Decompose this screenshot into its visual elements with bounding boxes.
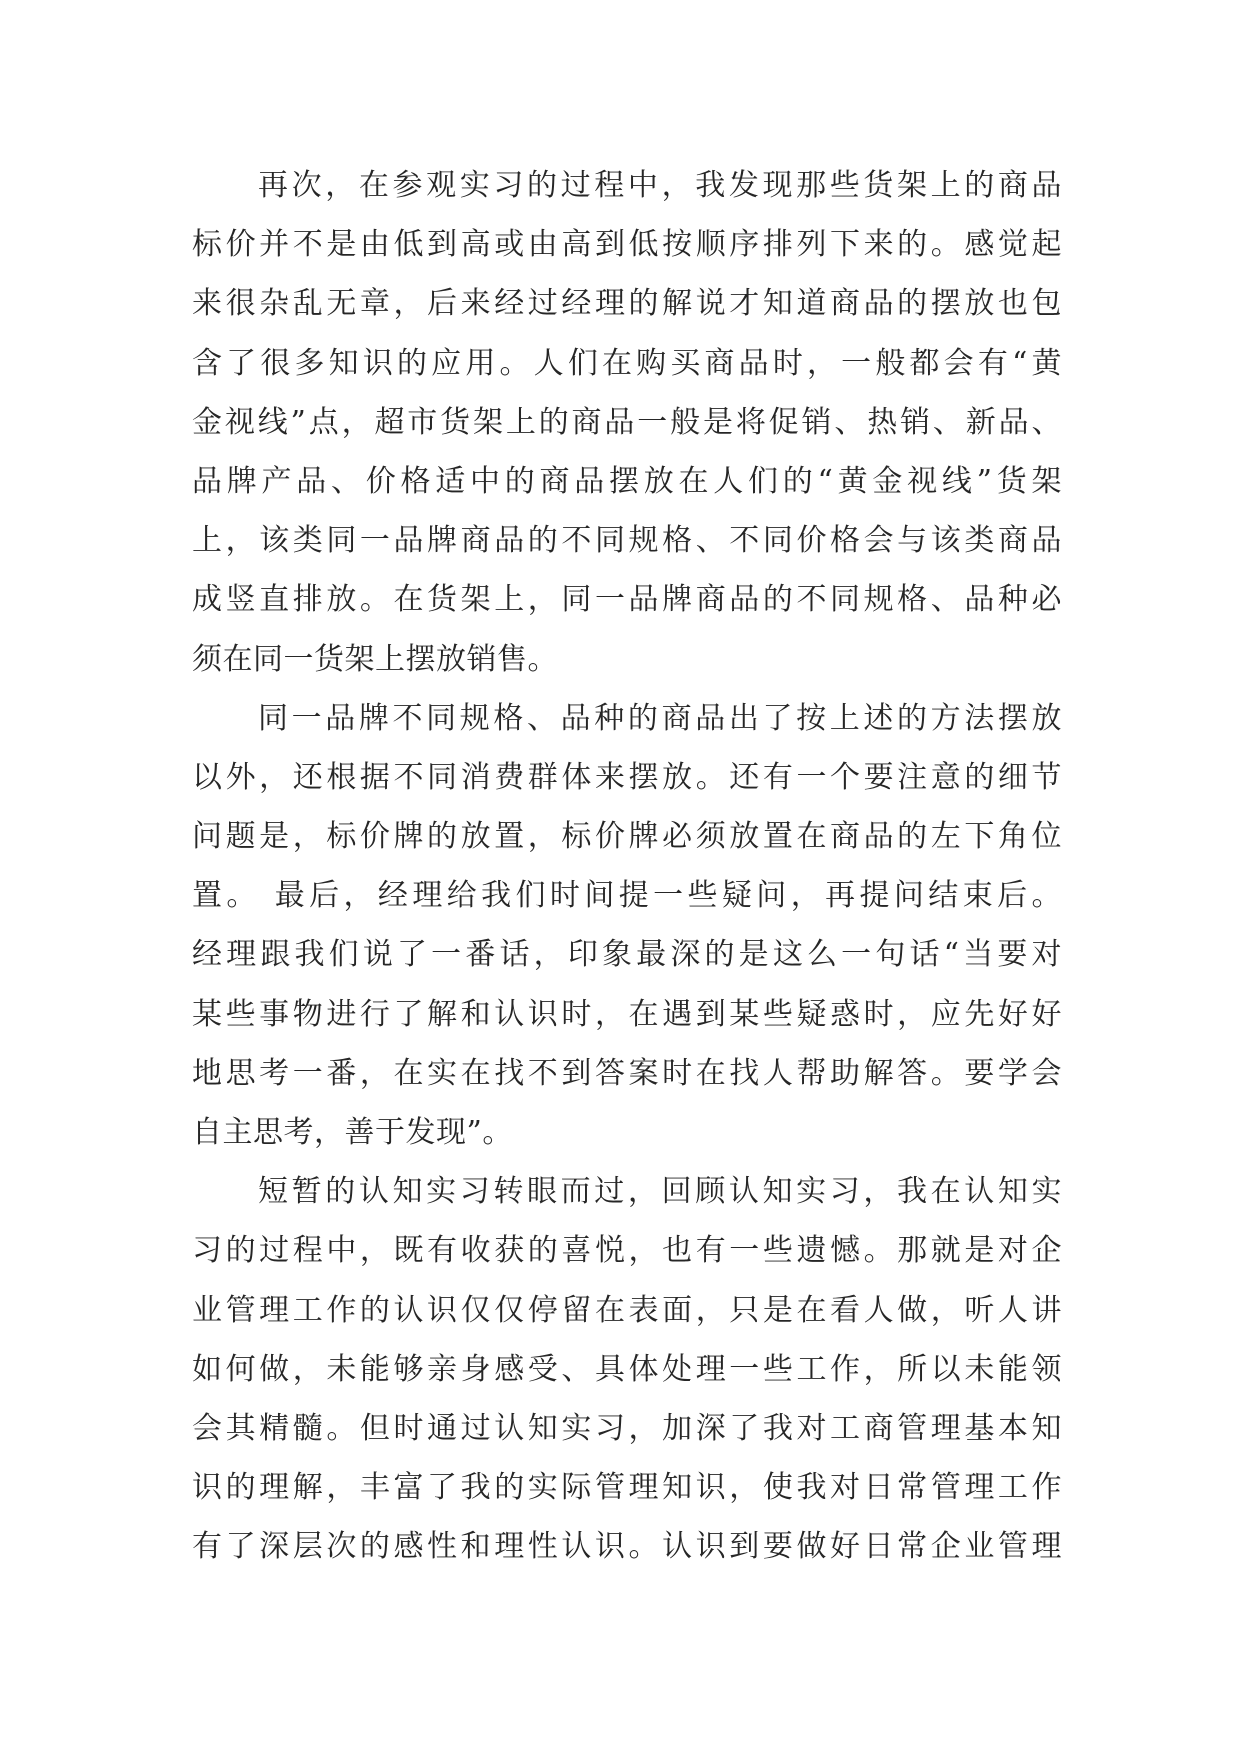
text-line: 问题是，标价牌的放置，标价牌必须放置在商品的左下角位 — [192, 819, 1062, 855]
text-line: 须在同一货架上摆放销售。 — [192, 641, 558, 677]
text-line: 同一品牌不同规格、品种的商品出了按上述的方法摆放 — [258, 700, 1062, 736]
text-line: 成竖直排放。在货架上，同一品牌商品的不同规格、品种必 — [192, 582, 1062, 618]
text-line: 地思考一番，在实在找不到答案时在找人帮助解答。要学会 — [192, 1055, 1062, 1091]
text-line: 金视线”点，超市货架上的商品一般是将促销、热销、新品、 — [192, 404, 1062, 440]
text-line: 经理跟我们说了一番话，印象最深的是这么一句话“当要对 — [192, 937, 1062, 973]
text-line: 标价并不是由低到高或由高到低按顺序排列下来的。感觉起 — [192, 227, 1062, 263]
text-line: 某些事物进行了解和认识时，在遇到某些疑惑时，应先好好 — [192, 996, 1062, 1032]
text-line: 自主思考，善于发现”。 — [192, 1115, 513, 1150]
text-line: 以外，还根据不同消费群体来摆放。还有一个要注意的细节 — [192, 759, 1062, 795]
text-line: 置。 最后，经理给我们时间提一些疑问，再提问结束后。 — [192, 878, 1062, 914]
text-line: 会其精髓。但时通过认知实习，加深了我对工商管理基本知 — [192, 1410, 1062, 1446]
text-line: 习的过程中，既有收获的喜悦，也有一些遗憾。那就是对企 — [192, 1233, 1062, 1269]
body-text — [192, 156, 1062, 1577]
text-line: 含了很多知识的应用。人们在购买商品时，一般都会有“黄 — [192, 345, 1062, 381]
text-line: 来很杂乱无章，后来经过经理的解说才知道商品的摆放也包 — [192, 286, 1062, 322]
text-line: 有了深层次的感性和理性认识。认识到要做好日常企业管理 — [192, 1529, 1062, 1565]
text-line: 如何做，未能够亲身感受、具体处理一些工作，所以未能领 — [192, 1351, 1062, 1387]
text-line: 业管理工作的认识仅仅停留在表面，只是在看人做，听人讲 — [192, 1292, 1062, 1328]
text-line: 品牌产品、价格适中的商品摆放在人们的“黄金视线”货架 — [192, 463, 1062, 499]
text-line: 再次，在参观实习的过程中，我发现那些货架上的商品 — [258, 168, 1062, 203]
text-line: 识的理解，丰富了我的实际管理知识，使我对日常管理工作 — [192, 1470, 1062, 1506]
text-line: 短暂的认知实习转眼而过，回顾认知实习，我在认知实 — [258, 1174, 1062, 1210]
text-line: 上，该类同一品牌商品的不同规格、不同价格会与该类商品 — [192, 523, 1062, 559]
